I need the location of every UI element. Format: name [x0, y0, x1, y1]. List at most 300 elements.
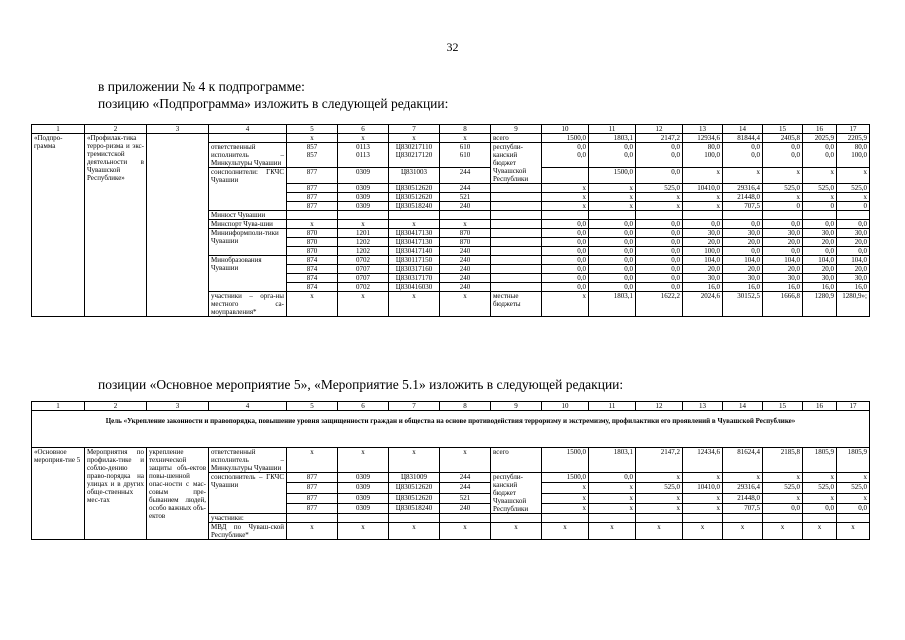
empty-cell [683, 211, 723, 220]
task-cell: укрепление технической защиты объ-ектов повы-шенной опас-ности с мас-совым пре-быванием людей, особо важных объ-ектов [147, 448, 209, 540]
code-cell: 0309 [338, 168, 389, 184]
code-cell: x [287, 523, 338, 540]
code-cell: 877 [287, 168, 338, 184]
value-cell: 81624,4 [723, 448, 763, 473]
value-cell: 0,0 [636, 220, 683, 229]
column-number: 5 [287, 125, 338, 134]
value-cell: 525,0 [636, 184, 683, 193]
code-cell: 0707 [338, 265, 389, 274]
code-cell: 521 [440, 193, 491, 202]
value-cell: 1622,2 [636, 292, 683, 317]
value-cell: 104,0 [723, 256, 763, 265]
empty-cell [440, 211, 491, 220]
funding-cell [491, 265, 542, 274]
column-number: 7 [389, 125, 440, 134]
value-cell: 1666,8 [763, 292, 803, 317]
code-cell: 240 [440, 256, 491, 265]
empty-cell [636, 514, 683, 523]
value-cell: 0,0 0,0 [723, 143, 763, 168]
column-number: 17 [837, 125, 870, 134]
value-cell: x [636, 202, 683, 211]
value-cell: 0,0 [636, 229, 683, 238]
value-cell: 0,0 0,0 [803, 143, 837, 168]
value-cell: 0,0 [803, 503, 837, 513]
code-cell: Ц830417130 [389, 229, 440, 238]
empty-cell [589, 211, 636, 220]
code-cell: Ц830317170 [389, 274, 440, 283]
value-cell: 0 [803, 202, 837, 211]
value-cell: 80,0 100,0 [683, 143, 723, 168]
code-cell: x [440, 448, 491, 473]
value-cell: 525,0 [837, 184, 870, 193]
value-cell: x [763, 168, 803, 184]
column-number: 3 [147, 402, 209, 411]
value-cell: x [683, 523, 723, 540]
value-cell: 1280,9»; [837, 292, 870, 317]
value-cell: 2147,2 [636, 134, 683, 143]
code-cell: x [389, 220, 440, 229]
column-number: 15 [763, 402, 803, 411]
value-cell: 0,0 [589, 473, 636, 483]
code-cell: 877 [287, 483, 338, 493]
value-cell: x [763, 523, 803, 540]
intro-line-2: позицию «Подпрограмма» изложить в следующей редакции: [98, 96, 449, 111]
activity-name-cell: Мероприятия по профилак-тике и соблю-дению право-порядка на улицах и в других обще-ственных мес-тах [85, 448, 147, 540]
value-cell: 0,0 [542, 283, 589, 292]
empty-cell [491, 514, 542, 523]
value-cell: 2405,8 [763, 134, 803, 143]
column-number: 8 [440, 125, 491, 134]
value-cell: 30,0 [763, 274, 803, 283]
code-cell: 240 [440, 265, 491, 274]
value-cell: 0,0 [589, 274, 636, 283]
value-cell: 21448,0 [723, 493, 763, 503]
value-cell: 0,0 [636, 265, 683, 274]
code-cell: 877 [287, 503, 338, 513]
value-cell: 20,0 [763, 265, 803, 274]
code-cell: 244 [440, 473, 491, 483]
code-cell: 0309 [338, 493, 389, 503]
code-cell: 0309 [338, 193, 389, 202]
code-cell: 870 [287, 247, 338, 256]
code-cell: x [440, 523, 491, 540]
value-cell: 1500,0 [542, 134, 589, 143]
code-cell: Ц830317160 [389, 265, 440, 274]
value-cell: 707,5 [723, 503, 763, 513]
value-cell: 0,0 [542, 247, 589, 256]
value-cell: x [723, 168, 763, 184]
funding-cell [491, 238, 542, 247]
activity-table [31, 401, 870, 540]
column-number: 4 [209, 125, 287, 134]
code-cell: 0113 0113 [338, 143, 389, 168]
funding-cell: всего [491, 134, 542, 143]
code-cell: 240 [440, 274, 491, 283]
column-number: 16 [803, 125, 837, 134]
value-cell: 2147,2 [636, 448, 683, 473]
code-cell: 610 610 [440, 143, 491, 168]
empty-cell [338, 514, 389, 523]
code-cell: 877 [287, 493, 338, 503]
value-cell: 30,0 [837, 229, 870, 238]
value-cell: 30,0 [763, 229, 803, 238]
executor-cell: Минспорт Чува-шии [209, 220, 287, 229]
value-cell: 0,0 [763, 503, 803, 513]
value-cell: 20,0 [683, 265, 723, 274]
column-number: 9 [491, 402, 542, 411]
column-number: 9 [491, 125, 542, 134]
empty-cell [837, 211, 870, 220]
value-cell: 0,0 [803, 247, 837, 256]
column-number: 11 [589, 402, 636, 411]
value-cell: x [763, 193, 803, 202]
value-cell: 0,0 [636, 274, 683, 283]
column-number: 1 [32, 402, 85, 411]
executor-cell: соисполнители: ГКЧС Чувашии [209, 168, 287, 211]
executor-cell: участники – орга-ны местного са-моуправления* [209, 292, 287, 317]
code-cell: 0309 [338, 483, 389, 493]
value-cell: 1803,1 [589, 134, 636, 143]
column-number: 12 [636, 402, 683, 411]
value-cell: 20,0 [723, 238, 763, 247]
code-cell: 870 [287, 229, 338, 238]
executor-cell: соисполнитель – ГКЧС Чувашии [209, 473, 287, 514]
value-cell: 0,0 [542, 238, 589, 247]
value-cell: 20,0 [803, 265, 837, 274]
value-cell: 0,0 [763, 220, 803, 229]
value-cell: 0,0 [589, 229, 636, 238]
value-cell: 10410,0 [683, 184, 723, 193]
column-number: 6 [338, 125, 389, 134]
code-cell: Ц830512620 [389, 493, 440, 503]
code-cell: 877 [287, 193, 338, 202]
funding-cell [491, 193, 542, 202]
column-number: 10 [542, 125, 589, 134]
value-cell: 0,0 [837, 503, 870, 513]
funding-cell [542, 168, 589, 184]
code-cell: 0309 [338, 202, 389, 211]
code-cell: x [287, 292, 338, 317]
column-number: 16 [803, 402, 837, 411]
code-cell: x [287, 134, 338, 143]
section-heading-2: позиции «Основное мероприятие 5», «Мероприятие 5.1» изложить в следующей редакции: [98, 377, 624, 392]
code-cell: 0309 [338, 473, 389, 483]
value-cell: 16,0 [723, 283, 763, 292]
code-cell: 240 [440, 202, 491, 211]
column-number: 14 [723, 125, 763, 134]
empty-cell [763, 514, 803, 523]
code-cell: x [440, 220, 491, 229]
executor-cell: ответственный исполнитель – Минкультуры Чувашии [209, 448, 287, 473]
table-row [32, 134, 870, 143]
value-cell: x [683, 193, 723, 202]
value-cell: 104,0 [763, 256, 803, 265]
value-cell: x [837, 493, 870, 503]
value-cell: 30,0 [837, 274, 870, 283]
code-cell: x [389, 523, 440, 540]
code-cell: 857 857 [287, 143, 338, 168]
empty-cell [837, 514, 870, 523]
code-cell: 0309 [338, 184, 389, 193]
value-cell: x [683, 493, 723, 503]
value-cell: 1803,1 [589, 448, 636, 473]
value-cell: 0,0 [542, 229, 589, 238]
empty-cell [803, 211, 837, 220]
funding-cell [491, 229, 542, 238]
value-cell: 525,0 [763, 483, 803, 493]
column-number: 4 [209, 402, 287, 411]
value-cell: 0,0 0,0 [589, 143, 636, 168]
code-cell: 244 [440, 184, 491, 193]
value-cell: x [542, 184, 589, 193]
empty-cell [338, 211, 389, 220]
value-cell: 0 [837, 202, 870, 211]
value-cell: 0,0 [589, 247, 636, 256]
table-row [32, 448, 870, 473]
executor-cell: Минобразования Чувашии [209, 256, 287, 292]
value-cell: 30,0 [683, 274, 723, 283]
value-cell: x [803, 168, 837, 184]
code-cell: x [440, 134, 491, 143]
value-cell: 20,0 [763, 238, 803, 247]
value-cell: 0,0 [636, 238, 683, 247]
value-cell: 0,0 0,0 [763, 143, 803, 168]
value-cell: 30,0 [803, 274, 837, 283]
code-cell: Ц830512620 [389, 483, 440, 493]
program-table [31, 124, 870, 317]
value-cell: 0,0 [837, 247, 870, 256]
value-cell: x [542, 292, 589, 317]
empty-cell [723, 514, 763, 523]
code-cell: 244 [440, 168, 491, 184]
value-cell: 30152,5 [723, 292, 763, 317]
empty-cell [723, 211, 763, 220]
goal-row [32, 411, 870, 448]
value-cell: 525,0 [837, 483, 870, 493]
column-number: 6 [338, 402, 389, 411]
value-cell: 2024,6 [683, 292, 723, 317]
code-cell: 877 [287, 473, 338, 483]
value-cell: 0,0 [803, 220, 837, 229]
goal-cell: Цель «Укрепление законности и правопорядка, повышение уровня защищенности граждан и общества на основе противодействия терроризму и экстремизму, профилактики его проявлений в Чувашской Республике» [32, 411, 870, 448]
column-number: 2 [85, 125, 147, 134]
value-cell: 21448,0 [723, 193, 763, 202]
value-cell: 707,5 [723, 202, 763, 211]
value-cell: 1500,0 [542, 448, 589, 473]
value-cell: 30,0 [723, 274, 763, 283]
task-cell [147, 134, 209, 317]
funding-cell: всего [491, 448, 542, 473]
value-cell: 0,0 [683, 220, 723, 229]
value-cell: 29316,4 [723, 184, 763, 193]
value-cell: 0,0 [763, 247, 803, 256]
value-cell: 0,0 [542, 274, 589, 283]
value-cell: 0,0 [542, 220, 589, 229]
code-cell: 874 [287, 256, 338, 265]
value-cell: x [723, 473, 763, 483]
value-cell: x [763, 473, 803, 483]
executor-cell [209, 134, 287, 143]
code-cell: x [287, 220, 338, 229]
value-cell: 0,0 [589, 220, 636, 229]
value-cell: 1500,0 [542, 473, 589, 483]
code-cell: x [338, 292, 389, 317]
code-cell: Ц830417130 [389, 238, 440, 247]
code-cell: 1201 [338, 229, 389, 238]
value-cell: x [803, 193, 837, 202]
value-cell: 525,0 [636, 483, 683, 493]
code-cell: Ц830117150 [389, 256, 440, 265]
value-cell: x [636, 493, 683, 503]
value-cell: 16,0 [837, 283, 870, 292]
intro-text [98, 78, 448, 112]
executor-cell: ответственный исполнитель – Минкультуры Чувашии [209, 143, 287, 168]
page-number: 32 [446, 40, 459, 54]
value-cell: 1500,0 [589, 168, 636, 184]
value-cell: x [763, 493, 803, 503]
program-name-cell: «Профилак-тика терро-ризма и экс-тремистской деятельности в Чувашской Республике» [85, 134, 147, 317]
executor-cell: МВД по Чуваш-ской Республике* [209, 523, 287, 540]
empty-cell [287, 514, 338, 523]
value-cell: 1805,9 [837, 448, 870, 473]
column-number: 8 [440, 402, 491, 411]
column-number: 17 [837, 402, 870, 411]
code-cell: 240 [440, 503, 491, 513]
value-cell: x [589, 184, 636, 193]
value-cell: 20,0 [837, 238, 870, 247]
funding-cell [491, 220, 542, 229]
header-row [32, 402, 870, 411]
code-cell: Ц830518240 [389, 503, 440, 513]
value-cell: x [589, 202, 636, 211]
value-cell: 20,0 [723, 265, 763, 274]
funding-cell [491, 184, 542, 193]
value-cell: x [803, 493, 837, 503]
value-cell: 16,0 [763, 283, 803, 292]
empty-cell [542, 211, 589, 220]
value-cell: x [636, 473, 683, 483]
empty-cell [803, 514, 837, 523]
code-cell: 877 [287, 202, 338, 211]
column-number: 10 [542, 402, 589, 411]
value-cell: 12934,6 [683, 134, 723, 143]
value-cell: x [636, 523, 683, 540]
column-number: 13 [683, 125, 723, 134]
value-cell: 80,0 100,0 [837, 143, 870, 168]
value-cell: x [636, 193, 683, 202]
value-cell: x [636, 503, 683, 513]
value-cell: x [542, 202, 589, 211]
code-cell: x [338, 220, 389, 229]
empty-cell [683, 514, 723, 523]
value-cell: 0,0 [589, 238, 636, 247]
value-cell: x [803, 523, 837, 540]
code-cell: 870 [440, 229, 491, 238]
value-cell: x [589, 503, 636, 513]
code-cell: x [338, 523, 389, 540]
code-cell: x [440, 292, 491, 317]
column-number: 13 [683, 402, 723, 411]
value-cell: 0,0 [837, 220, 870, 229]
funding-cell: республи-канский бюджет Чувашской Республики [491, 473, 542, 514]
value-cell: x [683, 503, 723, 513]
intro-line-1: в приложении № 4 к подпрограмме: [98, 79, 305, 94]
column-number: 15 [763, 125, 803, 134]
code-cell: 1202 [338, 238, 389, 247]
column-number: 11 [589, 125, 636, 134]
code-cell: 240 [440, 247, 491, 256]
code-cell: 874 [287, 274, 338, 283]
column-number: 5 [287, 402, 338, 411]
value-cell: x [542, 493, 589, 503]
program-cell: «Подпро-грамма [32, 134, 85, 317]
value-cell: 1805,9 [803, 448, 837, 473]
empty-cell [763, 211, 803, 220]
code-cell: 870 [287, 238, 338, 247]
value-cell: 0,0 0,0 [636, 143, 683, 168]
value-cell: 81844,4 [723, 134, 763, 143]
empty-cell [389, 514, 440, 523]
value-cell: 1803,1 [589, 292, 636, 317]
funding-cell [491, 211, 542, 220]
value-cell: 0,0 [589, 256, 636, 265]
column-number: 3 [147, 125, 209, 134]
code-cell: Ц831009 [389, 473, 440, 483]
value-cell: 525,0 [803, 184, 837, 193]
code-cell: x [491, 523, 542, 540]
executor-cell: Мининформполи-тики Чувашии [209, 229, 287, 256]
code-cell: Ц830512620 [389, 184, 440, 193]
value-cell: 20,0 [837, 265, 870, 274]
value-cell: x [589, 193, 636, 202]
empty-cell [636, 211, 683, 220]
funding-cell [491, 274, 542, 283]
value-cell: 0,0 [542, 265, 589, 274]
value-cell: 16,0 [803, 283, 837, 292]
code-cell: Ц830416030 [389, 283, 440, 292]
value-cell: x [837, 193, 870, 202]
column-number: 7 [389, 402, 440, 411]
value-cell: 0 [763, 202, 803, 211]
code-cell: 874 [287, 283, 338, 292]
funding-cell: республи-канский бюджет Чувашской Республики [491, 143, 542, 184]
value-cell: x [837, 473, 870, 483]
value-cell: 20,0 [803, 238, 837, 247]
value-cell: 0,0 [636, 283, 683, 292]
code-cell: 521 [440, 493, 491, 503]
value-cell: x [683, 202, 723, 211]
funding-cell [491, 247, 542, 256]
code-cell: x [338, 134, 389, 143]
code-cell: x [389, 292, 440, 317]
value-cell: 2025,9 [803, 134, 837, 143]
empty-cell [589, 514, 636, 523]
code-cell: Ц830417140 [389, 247, 440, 256]
code-cell: 874 [287, 265, 338, 274]
value-cell: x [723, 523, 763, 540]
funding-cell: местные бюджеты [491, 292, 542, 317]
value-cell: 20,0 [683, 238, 723, 247]
code-cell: 244 [440, 483, 491, 493]
code-cell: 0702 [338, 256, 389, 265]
value-cell: x [542, 483, 589, 493]
value-cell: 0,0 [589, 283, 636, 292]
value-cell: 0,0 [542, 256, 589, 265]
value-cell: x [542, 523, 589, 540]
code-cell: 0309 [338, 503, 389, 513]
value-cell: 1280,9 [803, 292, 837, 317]
value-cell: 525,0 [763, 184, 803, 193]
